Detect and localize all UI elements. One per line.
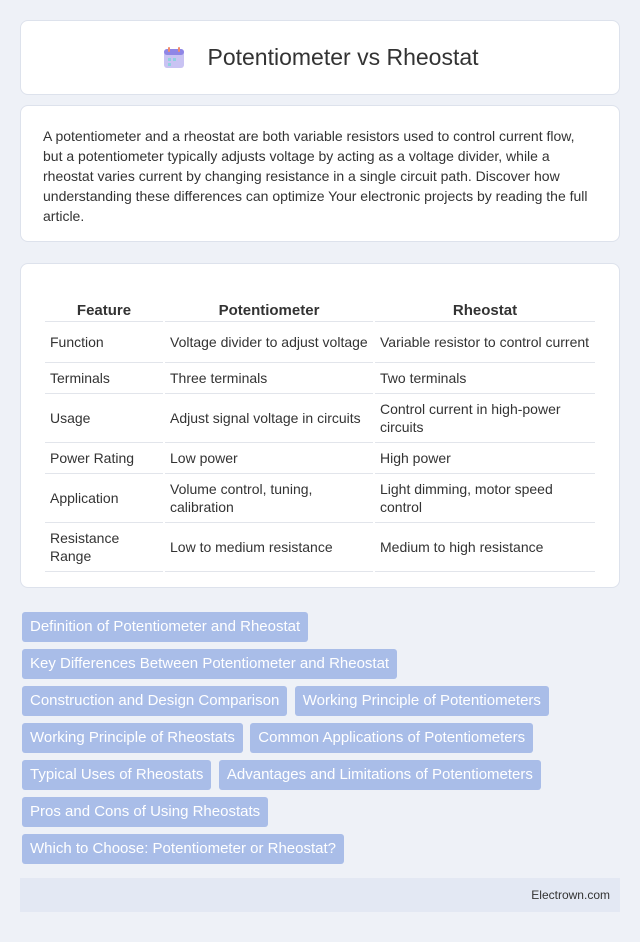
- page-title: Potentiometer vs Rheostat: [207, 44, 479, 70]
- calendar-icon: [161, 45, 187, 71]
- table-cell: High power: [375, 443, 595, 474]
- table-row: [45, 474, 595, 523]
- table-cell: Voltage divider to adjust voltage: [165, 322, 373, 363]
- related-link[interactable]: Typical Uses of Rheostats: [22, 760, 211, 790]
- table-cell: Three terminals: [165, 363, 373, 394]
- column-header: Potentiometer: [165, 280, 373, 322]
- comparison-table: [43, 280, 597, 572]
- table-cell: Resistance Range: [45, 523, 163, 572]
- table-row: [45, 394, 595, 443]
- table-cell: Application: [45, 474, 163, 523]
- title-card: [20, 20, 620, 95]
- table-cell: Variable resistor to control current: [375, 322, 595, 363]
- table-cell: Function: [45, 322, 163, 363]
- table-cell: Control current in high-power circuits: [375, 394, 595, 443]
- table-row: [45, 363, 595, 394]
- table-cell: Low to medium resistance: [165, 523, 373, 572]
- table-cell: Terminals: [45, 363, 163, 394]
- table-header-row: [45, 280, 595, 322]
- related-link[interactable]: Working Principle of Potentiometers: [295, 686, 549, 716]
- intro-card: [20, 105, 620, 242]
- table-cell: Volume control, tuning, calibration: [165, 474, 373, 523]
- related-link[interactable]: Key Differences Between Potentiometer and Rheostat: [22, 649, 397, 679]
- footer-site[interactable]: Electrown.com: [531, 888, 610, 902]
- intro-text: A potentiometer and a rheostat are both variable resistors used to control current flow, but a potentiometer typically adjusts voltage by acting as a voltage divider, while a rheostat varies current by changing resistance in a single circuit path. Discover how understanding these differences can optimize Your electronic projects by reading the full article.: [43, 128, 588, 224]
- table-cell: Usage: [45, 394, 163, 443]
- related-link[interactable]: Common Applications of Potentiometers: [250, 723, 533, 753]
- related-link[interactable]: Advantages and Limitations of Potentiometers: [219, 760, 541, 790]
- table-cell: Low power: [165, 443, 373, 474]
- related-links: [22, 612, 622, 871]
- table-row: [45, 322, 595, 363]
- table-cell: Medium to high resistance: [375, 523, 595, 572]
- related-link[interactable]: Working Principle of Rheostats: [22, 723, 243, 753]
- related-link[interactable]: Definition of Potentiometer and Rheostat: [22, 612, 308, 642]
- related-link[interactable]: Which to Choose: Potentiometer or Rheostat?: [22, 834, 344, 864]
- related-link[interactable]: Pros and Cons of Using Rheostats: [22, 797, 268, 827]
- table-cell: Two terminals: [375, 363, 595, 394]
- comparison-table-card: [20, 263, 620, 588]
- column-header: Feature: [45, 280, 163, 322]
- column-header: Rheostat: [375, 280, 595, 322]
- table-cell: Adjust signal voltage in circuits: [165, 394, 373, 443]
- table-cell: Power Rating: [45, 443, 163, 474]
- footer: [20, 878, 620, 912]
- table-row: [45, 443, 595, 474]
- table-row: [45, 523, 595, 572]
- related-link[interactable]: Construction and Design Comparison: [22, 686, 287, 716]
- table-cell: Light dimming, motor speed control: [375, 474, 595, 523]
